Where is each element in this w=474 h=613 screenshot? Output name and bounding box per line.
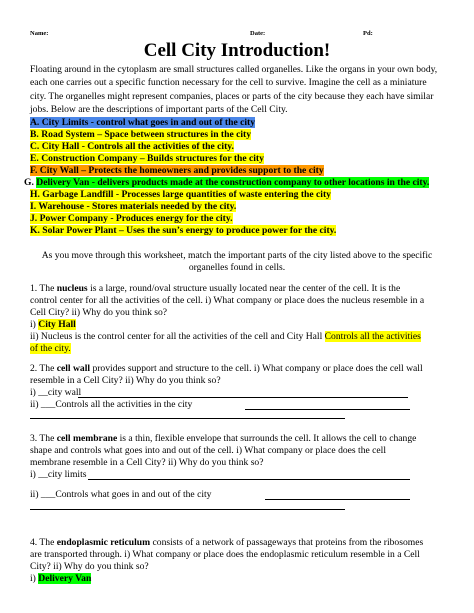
city-part-description: - delivers products made at the construction company to other locations in the city. xyxy=(89,177,430,188)
q3-line-1: 3. The cell membrane is a thin, flexible envelope that surrounds the cell. It allows the cell to change xyxy=(30,433,417,444)
q3-answer-ii-rule xyxy=(265,499,410,500)
city-part-highlight xyxy=(30,225,336,236)
city-part-item xyxy=(24,177,429,189)
q4-answer-i-prefix: i) xyxy=(30,573,39,584)
intro-paragraph: Floating around in the cytoplasm are small structures called organelles. Like the organs in your own body, each one carries out a specific function necessary for the cell to survive. Imagine the cell as a miniature city. The organelles might represent companies, places or parts of the city because they each have similar jobs. Below are the descriptions of important parts of the Cell City. xyxy=(30,64,438,116)
q1-line-2: control center for all the activities of the cell. i) What company or place does the nucleus resemble in a xyxy=(30,295,425,306)
q1-answer-ii-highlight-2: of the city. xyxy=(30,343,71,354)
city-part-highlight xyxy=(30,129,251,140)
q4-line-1: 4. The endoplasmic reticulum consists of a network of passageways that proteins from the ribosomes xyxy=(30,537,424,548)
q1-answer-ii-highlight-1: Controls all the activities xyxy=(324,331,421,342)
city-part-letter: J. xyxy=(30,213,38,224)
date-label: Date: xyxy=(250,30,266,37)
city-part-highlight xyxy=(30,201,236,212)
q3-answer-i: i) __city limits xyxy=(30,469,87,480)
city-part-name: City Wall xyxy=(39,165,79,176)
q1-answer-ii xyxy=(30,331,421,343)
city-part-highlight xyxy=(30,141,234,152)
q1-line-3: Cell City? ii) Why do you think so? xyxy=(30,307,168,318)
city-part-highlight xyxy=(30,165,324,176)
q4-line-2: are transported through. i) What company or place does the endoplasmic reticulum resemble in a Cell xyxy=(30,549,420,560)
city-part-description: - Stores materials needed by the city. xyxy=(84,201,237,212)
city-part-name: Delivery Van xyxy=(36,177,90,188)
period-label: Pd: xyxy=(363,30,373,37)
city-part-name: Garbage Landfill xyxy=(42,189,114,200)
q1-line-1: 1. The nucleus is a large, round/oval structure usually located near the center of the cell. It is the xyxy=(30,283,401,294)
city-part-item xyxy=(30,201,236,213)
q3-extra-rule xyxy=(30,509,345,510)
city-part-letter: E. xyxy=(30,153,39,164)
city-part-name: Construction Company xyxy=(41,153,138,164)
city-part-item xyxy=(30,189,331,201)
q1-answer-i xyxy=(30,319,76,331)
city-part-name: Power Company xyxy=(39,213,108,224)
city-part-letter: K. xyxy=(30,225,40,236)
city-part-item xyxy=(30,165,324,177)
q1-answer-ii-text: ii) Nucleus is the control center for all the activities of the cell and City Hall xyxy=(30,331,325,342)
city-part-name: Road System xyxy=(41,129,95,140)
city-part-highlight xyxy=(30,117,255,128)
city-part-description: – Uses the sun’s energy to produce power for the city. xyxy=(116,225,337,236)
q3-line-2: shape and controls what goes into and out of the cell. i) What company or place does the cell xyxy=(30,445,387,456)
q4-answer-i xyxy=(30,573,91,585)
city-part-name: Solar Power Plant xyxy=(42,225,117,236)
city-part-name: City Limits xyxy=(41,117,89,128)
q3-answer-ii: ii) ___Controls what goes in and out of the city xyxy=(30,489,212,500)
instructions-line-2: organelles found in cells. xyxy=(188,262,286,273)
city-part-item xyxy=(30,213,233,225)
city-part-description: - control what goes in and out of the city xyxy=(88,117,256,128)
q2-line-1: 2. The cell wall provides support and structure to the cell. i) What company or place does the cell wall xyxy=(30,363,423,374)
city-part-item xyxy=(30,225,336,237)
q1-answer-i-prefix: i) xyxy=(30,319,39,330)
q3-answer-i-rule xyxy=(88,479,410,480)
city-part-item xyxy=(30,153,264,165)
q1-answer-ii-cont xyxy=(30,343,71,355)
q2-extra-rule xyxy=(30,418,345,419)
city-part-letter: H. xyxy=(30,189,40,200)
q4-line-3: City? ii) Why do you think so? xyxy=(30,561,149,572)
q2-answer-i-rule xyxy=(78,397,408,398)
city-part-letter: I. xyxy=(30,201,37,212)
city-part-name: City Hall xyxy=(41,141,80,152)
city-part-highlight xyxy=(30,213,233,224)
city-part-description: – Builds structures for the city xyxy=(137,153,264,164)
city-part-letter: B. xyxy=(30,129,39,140)
q3-line-3: membrane resemble in a Cell City? ii) Why do you think so? xyxy=(30,457,264,468)
name-label: Name: xyxy=(30,30,49,37)
city-part-description: - Processes large quantities of waste entering the city xyxy=(113,189,331,200)
city-part-name: Warehouse xyxy=(38,201,85,212)
q2-answer-ii: ii) ___Controls all the activities in the city xyxy=(30,399,193,410)
city-part-description: - Controls all the activities of the city. xyxy=(79,141,234,152)
city-part-letter: F. xyxy=(30,165,38,176)
city-part-description: – Protects the homeowners and provides support to the city xyxy=(78,165,324,176)
page-title: Cell City Introduction! xyxy=(143,40,331,61)
city-part-description: - Produces energy for the city. xyxy=(107,213,233,224)
instructions-line-1: As you move through this worksheet, match the important parts of the city listed above to the specific xyxy=(41,250,433,261)
q1-answer-i-value: City Hall xyxy=(38,319,76,330)
city-part-letter: G. xyxy=(24,177,34,188)
city-part-highlight xyxy=(30,189,331,200)
city-part-highlight xyxy=(30,153,264,164)
city-part-item xyxy=(30,129,251,141)
city-part-item xyxy=(30,117,255,129)
city-part-highlight xyxy=(36,177,429,188)
city-part-description: – Space between structures in the city xyxy=(94,129,252,140)
q2-answer-i: i) __city wall xyxy=(30,387,82,398)
q2-line-2: resemble in a Cell City? ii) Why do you think so? xyxy=(30,375,221,386)
city-part-item xyxy=(30,141,234,153)
q2-answer-ii-rule xyxy=(245,409,410,410)
q4-answer-i-value: Delivery Van xyxy=(38,573,92,584)
city-part-letter: C. xyxy=(30,141,40,152)
city-part-letter: A. xyxy=(30,117,40,128)
